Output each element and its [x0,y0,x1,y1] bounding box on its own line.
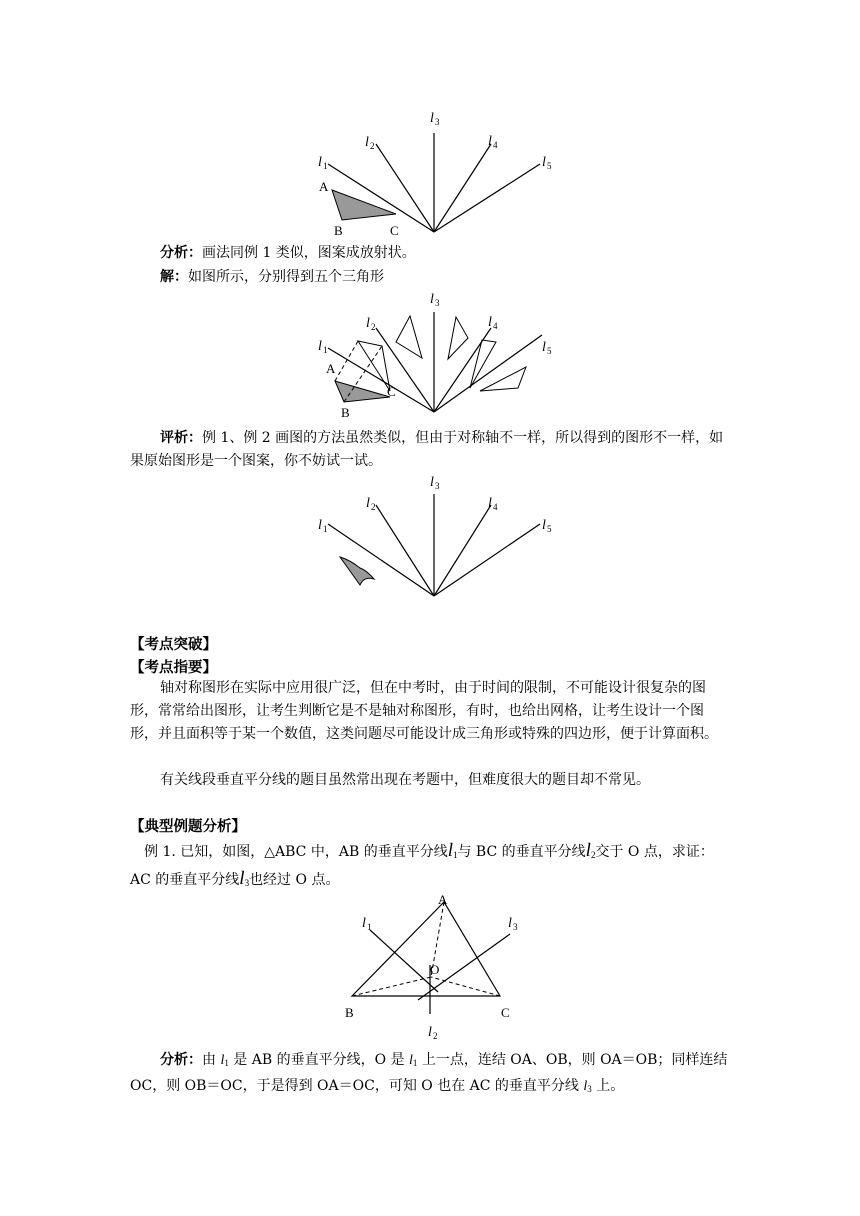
solution-1-text: 如图所示，分别得到五个三角形 [188,269,384,285]
heading-points: 【考点指要】 [130,660,217,676]
svg-text:2: 2 [371,322,376,332]
point-label-c: C [390,223,399,238]
svg-text:5: 5 [547,346,552,356]
point-label-b: B [341,405,350,420]
axis-label-l1: l [318,518,322,533]
example-1: 例 1. 已知，如图，△ABC 中，AB 的垂直平分线l1与 BC 的垂直平分线l2交于 O 点，求证：AC 的垂直平分线l3也经过 O 点。 [130,840,714,889]
svg-text:5: 5 [547,524,552,534]
axis-label-l1: l [318,339,322,354]
svg-text:3: 3 [513,922,518,932]
point-label-a: A [438,892,448,907]
svg-text:4: 4 [493,502,498,512]
heading-breakthrough: 【考点突破】 [130,637,217,653]
analysis-2: 分析：由 l1 是 AB 的垂直平分线，O 是 l1 上一点，连结 OA、OB，则 OA＝OB；同样连结 OC，则 OB＝OC，于是得到 OA＝OC，可知 O 也在 AC 的垂直平分线 l3 上。 [130,1052,728,1094]
point-label-a: A [326,361,336,376]
svg-text:4: 4 [493,140,498,150]
axis-label-l4: l [488,315,492,330]
point-label-o: O [430,962,440,977]
axis-label-l2: l [365,135,369,150]
svg-text:4: 4 [493,321,498,331]
points-paragraph-1: 轴对称图形在实际中应用很广泛，但在中考时，由于时间的限制，不可能设计很复杂的图形，常常给出图形，让考生判断它是不是轴对称图形，有时，也给出网格，让考生设计一个图形，并且面积等于某一个数值，这类问题尽可能设计成三角形或特殊的四边形，便于计算面积。 [130,680,718,742]
svg-text:1: 1 [323,524,328,534]
comment-1 [130,427,730,473]
axis-label-l5: l [542,155,546,170]
svg-text:1: 1 [323,161,328,171]
axis-label-l5: l [542,340,546,355]
svg-text:2: 2 [433,1031,438,1041]
solution-1 [160,266,730,289]
comment-1-text: 例 1、例 2 画图的方法虽然类似，但由于对称轴不一样，所以得到的图形不一样，如果原始图形是一个图案，你不妨试一试。 [130,430,724,469]
figure-3 [310,474,560,604]
analysis-1 [160,242,730,265]
axis-label-l5: l [542,518,546,533]
heading-examples: 【典型例题分析】 [130,819,246,835]
axis-label-l1: l [318,155,322,170]
axis-label-l2: l [366,496,370,511]
svg-text:3: 3 [435,298,440,308]
svg-text:1: 1 [323,345,328,355]
point-label-c: C [501,1005,510,1020]
axis-label-l3: l [430,111,434,126]
axis-label-l4: l [488,496,492,511]
point-label-b: B [334,223,343,238]
figure-2 [310,290,560,430]
figure-1 [310,108,560,238]
axis-label-l3: l [430,292,434,307]
svg-text:2: 2 [371,502,376,512]
svg-text:5: 5 [547,161,552,171]
point-label-c: C [387,384,396,399]
axis-label-l2: l [366,316,370,331]
point-label-b: B [345,1005,354,1020]
svg-text:3: 3 [435,481,440,491]
comment-1-label: 评析： [160,430,202,446]
point-label-a: A [319,179,329,194]
axis-label-l3: l [430,475,434,490]
svg-text:1: 1 [367,922,372,932]
axis-label-l4: l [488,134,492,149]
points-paragraph-2: 有关线段垂直平分线的题目虽然常出现在考题中，但难度很大的题目却不常见。 [160,772,650,788]
line-label-l3: l [508,916,512,931]
line-label-l1: l [362,916,366,931]
analysis-1-label: 分析： [160,245,202,261]
svg-text:3: 3 [435,117,440,127]
analysis-1-text: 画法同例 1 类似，图案成放射状。 [202,245,416,261]
solution-1-label: 解： [160,269,188,285]
svg-text:2: 2 [370,141,375,151]
line-label-l2: l [428,1025,432,1040]
figure-4 [340,890,530,1048]
